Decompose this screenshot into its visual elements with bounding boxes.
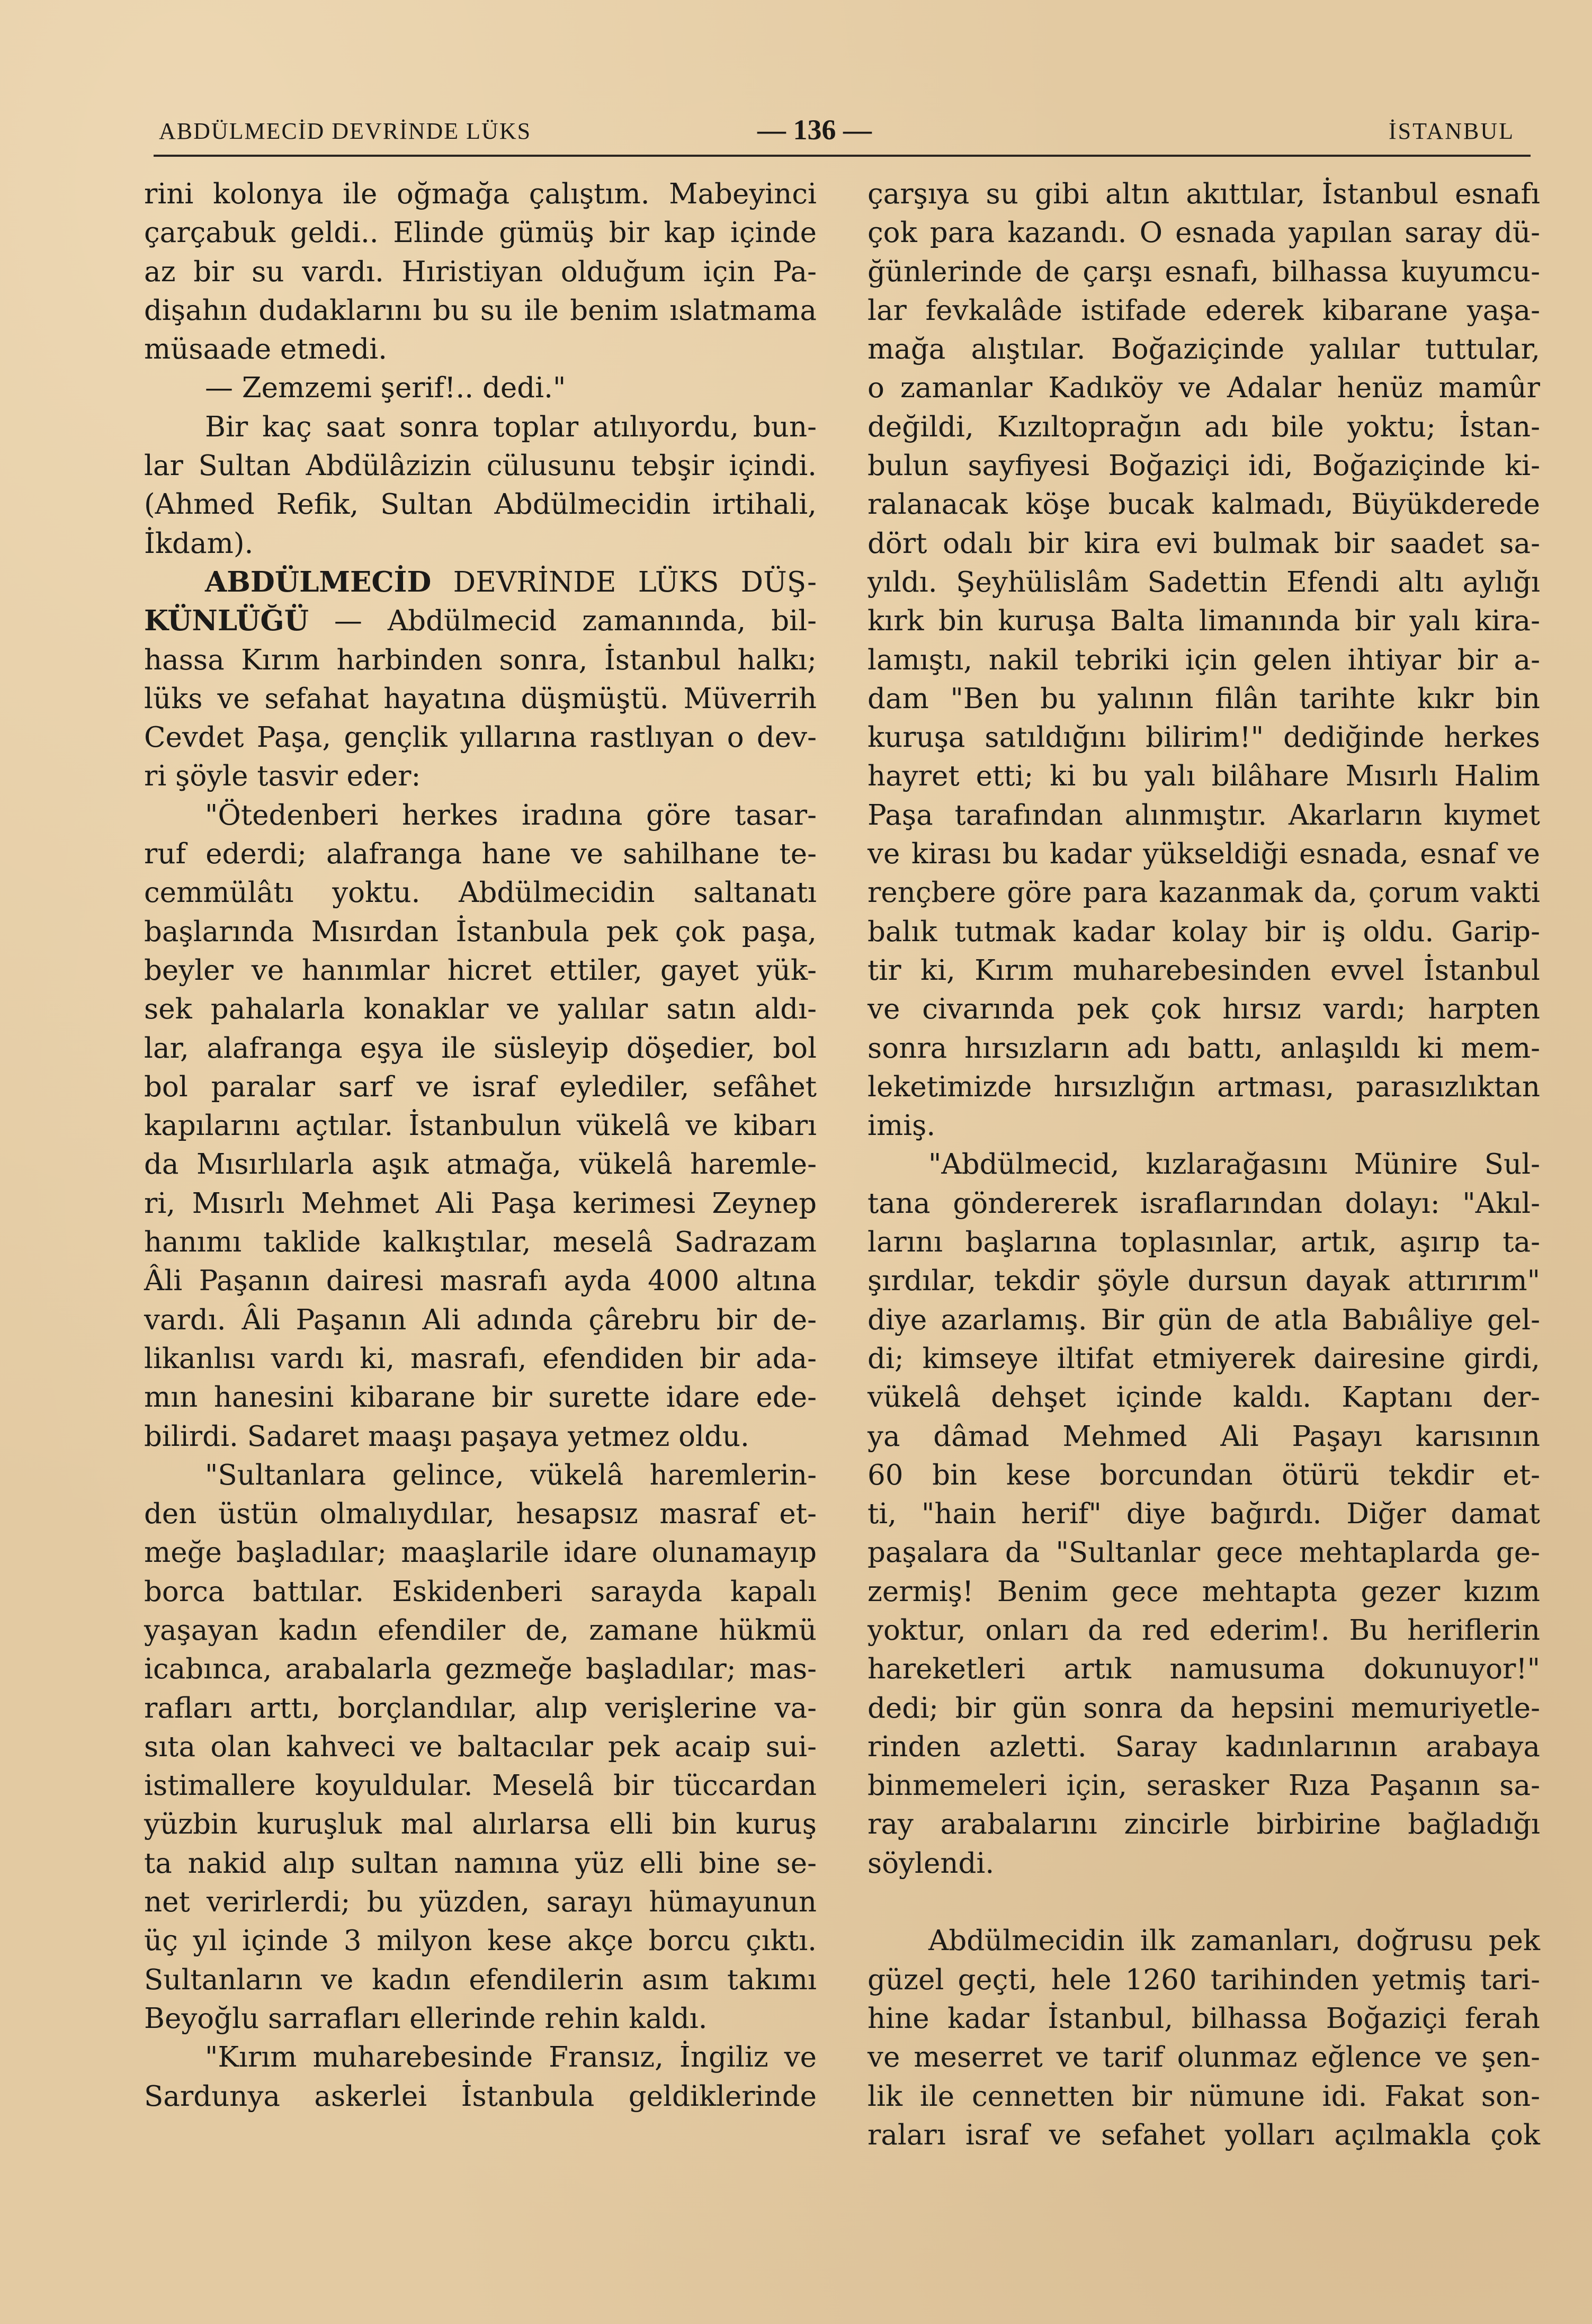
text-line	[867, 408, 1540, 446]
line-text: lar Sultan Abdülâzizin cülusunu tebşir içindi.	[144, 450, 817, 482]
line-text: o zamanlar Kadıköy ve Adalar henüz mamûr	[867, 372, 1540, 405]
text-line	[867, 2116, 1540, 2155]
line-text: — Zemzemi şerif!.. dedi."	[205, 372, 566, 405]
text-line	[867, 873, 1540, 912]
text-line	[867, 1029, 1540, 1068]
text-line	[144, 718, 817, 757]
text-line	[867, 1417, 1540, 1456]
line-text: tir ki, Kırım muharebesinden evvel İstanbul	[867, 954, 1540, 987]
line-text: güzel geçti, hele 1260 tarihinden yetmiş tari-	[867, 1963, 1540, 1996]
line-text: di; kimseye iltifat etmiyerek dairesine girdi,	[867, 1342, 1540, 1375]
text-line	[867, 913, 1540, 951]
text-line	[867, 1728, 1540, 1766]
line-text: lar, alafranga eşya ile süsleyip döşedier, bol	[144, 1032, 817, 1065]
text-line	[867, 524, 1540, 563]
text-line	[144, 1029, 817, 1068]
line-text: söylendi.	[867, 1847, 995, 1880]
line-text: zermiş! Benim gece mehtapta gezer kızım	[867, 1575, 1540, 1608]
line-text: yaşayan kadın efendiler de, zamane hükmü	[144, 1614, 817, 1647]
line-text: kapılarını açtılar. İstanbulun vükelâ ve kibarı	[144, 1110, 817, 1142]
text-line	[144, 1417, 817, 1456]
text-line	[144, 485, 817, 524]
line-text: dört odalı bir kira evi bulmak bir saadet sa-	[867, 527, 1540, 560]
line-text: müsaade etmedi.	[144, 333, 387, 366]
line-text: meğe başladılar; maaşlarile idare olunamayıp	[144, 1536, 817, 1569]
line-text: borca battılar. Eskidenberi sarayda kapalı	[144, 1575, 817, 1608]
text-line	[867, 951, 1540, 990]
line-text: Sultanların ve kadın efendilerin asım takımı	[144, 1963, 817, 1996]
line-text: net verirlerdi; bu yüzden, sarayı hümayunun	[144, 1886, 817, 1919]
line-text: Sardunya askerlei İstanbula geldiklerinde	[144, 2080, 817, 2113]
line-text: icabınca, arabalarla gezmeğe başladılar; mas-	[144, 1653, 817, 1686]
line-text: lar fevkalâde istifade ederek kibarane yaşa-	[867, 294, 1540, 327]
text-line	[144, 253, 817, 291]
text-line	[144, 175, 817, 213]
line-text: İkdam).	[144, 527, 254, 560]
text-line	[144, 680, 817, 718]
line-text: lüks ve sefahat hayatına düşmüştü. Müverrih	[144, 682, 817, 715]
line-text: Âli Paşanın dairesi masrafı ayda 4000 altına	[144, 1265, 817, 1298]
line-text: vardı. Âli Paşanın Ali adında çârebru bir de-	[144, 1303, 817, 1336]
text-line	[144, 1184, 817, 1223]
text-line	[144, 1223, 817, 1262]
text-line	[144, 913, 817, 951]
line-text: lamıştı, nakil tebriki için gelen ihtiyar bir a-	[867, 643, 1540, 676]
text-line	[144, 446, 817, 485]
line-text: beyler ve hanımlar hicret ettiler, gayet yük-	[144, 954, 817, 987]
text-line	[144, 1728, 817, 1766]
line-text: "Abdülmecid, kızlarağasını Münire Sul-	[928, 1148, 1540, 1181]
text-line	[144, 291, 817, 330]
text-line	[867, 1883, 1540, 1921]
text-line	[867, 757, 1540, 795]
text-line	[867, 718, 1540, 757]
line-text: ri şöyle tasvir eder:	[144, 760, 421, 793]
line-text: yoktur, onları da red ederim!. Bu heriflerin	[867, 1614, 1540, 1647]
text-line	[867, 680, 1540, 718]
text-line	[867, 796, 1540, 835]
text-line	[867, 1766, 1540, 1805]
line-text: değildi, Kızıltoprağın adı bile yoktu; İstan-	[867, 410, 1540, 443]
text-line	[867, 990, 1540, 1029]
line-text: rini kolonya ile oğmağa çalıştım. Mabeyinci	[144, 178, 817, 210]
header-rule	[154, 155, 1531, 157]
text-line	[867, 1068, 1540, 1106]
text-line	[144, 1805, 817, 1844]
line-text: bulun sayfiyesi Boğaziçi idi, Boğaziçinde ki-	[867, 450, 1540, 482]
line-text: Cevdet Paşa, gençlik yıllarına rastlıyan o dev-	[144, 721, 817, 754]
line-text: cemmülâtı yoktu. Abdülmecidin saltanatı	[144, 877, 817, 909]
line-text: "Sultanlara gelince, vükelâ haremlerin-	[205, 1459, 817, 1491]
text-line	[867, 330, 1540, 369]
text-line	[144, 873, 817, 912]
line-text: "Kırım muharebesinde Fransız, İngiliz ve	[205, 2041, 817, 2074]
text-line	[867, 1999, 1540, 2038]
text-line	[867, 485, 1540, 524]
text-line	[144, 1921, 817, 1960]
text-line	[144, 1844, 817, 1883]
text-line	[867, 213, 1540, 252]
text-line	[144, 1883, 817, 1921]
text-line	[144, 213, 817, 252]
text-line	[144, 1650, 817, 1688]
line-text: ve kirası bu kadar yükseldiği esnada, esnaf ve	[867, 838, 1540, 871]
line-text: ve civarında pek çok hırsız vardı; harpten	[867, 993, 1540, 1026]
line-text: mağa alıştılar. Boğaziçinde yalılar tuttular,	[867, 333, 1540, 366]
line-text: hine kadar İstanbul, bilhassa Boğaziçi ferah	[867, 2002, 1540, 2035]
text-line	[144, 1301, 817, 1339]
line-text: ti, "hain herif" diye bağırdı. Diğer damat	[867, 1498, 1540, 1531]
line-text: dedi; bir gün sonra da hepsini memuriyetle-	[867, 1692, 1540, 1724]
text-line	[144, 563, 817, 602]
line-text: imiş.	[867, 1110, 936, 1142]
text-line	[144, 1572, 817, 1611]
text-line	[144, 1766, 817, 1805]
line-text: ya dâmad Mehmed Ali Paşayı karısının	[867, 1420, 1540, 1453]
line-text: balık tutmak kadar kolay bir iş oldu. Garip-	[867, 915, 1540, 948]
text-line	[867, 1611, 1540, 1650]
line-text: hassa Kırım harbinden sonra, İstanbul halkı;	[144, 643, 817, 676]
running-header	[159, 114, 1515, 149]
line-text: tana göndererek israflarından dolayı: "Akıl-	[867, 1187, 1540, 1220]
line-text: (Ahmed Refik, Sultan Abdülmecidin irtihali,	[144, 488, 817, 521]
line-text: rafları arttı, borçlandılar, alıp verişlerine va-	[144, 1692, 817, 1724]
line-text: istimallere koyuldular. Meselâ bir tüccardan	[144, 1769, 817, 1802]
text-line	[144, 796, 817, 835]
text-line	[867, 835, 1540, 873]
text-line	[867, 1650, 1540, 1688]
line-text: sek pahalarla konaklar ve yalılar satın aldı-	[144, 993, 817, 1026]
text-line	[144, 1378, 817, 1417]
header-title: ABDÜLMECİD DEVRİNDE LÜKS	[159, 118, 532, 144]
line-text: hanımı taklide kalkıştılar, meselâ Sadrazam	[144, 1226, 817, 1259]
line-text: yüzbin kuruşluk mal alırlarsa elli bin kuruş	[144, 1808, 817, 1841]
text-line	[867, 563, 1540, 602]
line-text: raları israf ve sefahet yolları açılmakla çok	[867, 2119, 1540, 2151]
text-line	[867, 1495, 1540, 1533]
text-line	[144, 2038, 817, 2077]
line-text: hareketleri artık namusuma dokunuyor!"	[867, 1653, 1540, 1686]
line-text: ta nakid alıp sultan namına yüz elli bine se-	[144, 1847, 817, 1880]
line-text: lik ile cennetten bir nümune idi. Fakat son-	[867, 2080, 1540, 2113]
line-text: sonra hırsızların adı battı, anlaşıldı ki mem-	[867, 1032, 1540, 1065]
text-line	[144, 408, 817, 446]
line-text: rençbere göre para kazanmak da, çorum vakti	[867, 877, 1540, 909]
line-text: ve meserret ve tarif olunmaz eğlence ve şen-	[867, 2041, 1540, 2074]
line-text: paşalara da "Sultanlar gece mehtaplarda ge-	[867, 1536, 1540, 1569]
line-text: larını başlarına toplasınlar, artık, aşırıp ta-	[867, 1226, 1540, 1259]
text-line	[867, 1223, 1540, 1262]
text-line	[867, 1456, 1540, 1495]
text-line	[144, 2077, 817, 2116]
text-line	[144, 990, 817, 1029]
line-text: ri, Mısırlı Mehmet Ali Paşa kerimesi Zeynep	[144, 1187, 817, 1220]
text-line	[144, 757, 817, 795]
line-text: kuruşa satıldığını bilirim!" dediğinde herkes	[867, 721, 1540, 754]
line-text: Beyoğlu sarrafları ellerinde rehin kaldı.	[144, 2002, 708, 2035]
text-line	[144, 1339, 817, 1378]
text-line	[867, 1262, 1540, 1300]
line-text: mın hanesini kibarane bir surette idare ede-	[144, 1381, 817, 1414]
text-line	[867, 1921, 1540, 1960]
line-text: DEVRİNDE LÜKS DÜŞ-	[453, 566, 817, 598]
text-line	[144, 1145, 817, 1184]
line-text: bilirdi. Sadaret maaşı paşaya yetmez oldu.	[144, 1420, 749, 1453]
line-text: kırk bin kuruşa Balta limanında bir yalı kira-	[867, 605, 1540, 638]
line-text: dam "Ben bu yalının filân tarihte kıkr bin	[867, 682, 1540, 715]
right-column	[867, 175, 1540, 2155]
line-text: 60 bin kese borcundan ötürü tekdir et-	[867, 1459, 1540, 1491]
line-text: ğünlerinde de çarşı esnafı, bilhassa kuyumcu-	[867, 255, 1540, 288]
text-line	[144, 835, 817, 873]
line-text: çarşıya su gibi altın akıttılar, İstanbul esnafı	[867, 178, 1540, 210]
text-line	[867, 1572, 1540, 1611]
line-text: binmemeleri için, serasker Rıza Paşanın sa-	[867, 1769, 1540, 1802]
line-text: diye azarlamış. Bir gün de atla Babıâliye gel-	[867, 1303, 1540, 1336]
text-line	[144, 524, 817, 563]
line-text: Bir kaç saat sonra toplar atılıyordu, bun-	[205, 410, 817, 443]
header-section: İSTANBUL	[1388, 118, 1515, 144]
text-line	[867, 253, 1540, 291]
section-heading: KÜNLÜĞÜ	[144, 604, 309, 638]
line-text: ray arabalarını zincirle birbirine bağladığı	[867, 1808, 1540, 1841]
text-line	[867, 1378, 1540, 1417]
text-line	[867, 641, 1540, 680]
line-text: ruf ederdi; alafranga hane ve sahilhane te-	[144, 838, 817, 871]
text-line	[144, 330, 817, 369]
line-text: az bir su vardı. Hıristiyan olduğum için Pa-	[144, 255, 817, 288]
line-text: sıta olan kahveci ve baltacılar pek acaip sui-	[144, 1730, 817, 1763]
text-line	[867, 446, 1540, 485]
line-text: üç yıl içinde 3 milyon kese akçe borcu çıktı.	[144, 1925, 817, 1957]
text-line	[867, 1339, 1540, 1378]
text-line	[867, 1106, 1540, 1145]
line-text: — Abdülmecid zamanında, bil-	[334, 605, 817, 638]
line-text: bol paralar sarf ve israf eylediler, sefâhet	[144, 1070, 817, 1103]
line-text: dişahın dudaklarını bu su ile benim ıslatmama	[144, 294, 817, 327]
line-text: "Ötedenberi herkes iradına göre tasar-	[205, 799, 817, 832]
line-text: şırdılar, tekdir şöyle dursun dayak attırırım"	[867, 1265, 1540, 1298]
text-line	[144, 1533, 817, 1572]
line-text: çarçabuk geldi.. Elinde gümüş bir kap içinde	[144, 217, 817, 249]
line-text: ralanacak köşe bucak kalmadı, Büyükderede	[867, 488, 1540, 521]
text-line	[867, 291, 1540, 330]
text-line	[867, 1844, 1540, 1883]
text-line	[144, 1961, 817, 1999]
page-number: — 136 —	[757, 114, 872, 146]
text-line	[867, 1533, 1540, 1572]
line-text: Abdülmecidin ilk zamanları, doğrusu pek	[928, 1925, 1540, 1957]
line-text: Paşa tarafından alınmıştır. Akarların kıymet	[867, 799, 1540, 832]
text-line	[867, 1961, 1540, 1999]
line-text: likanlısı vardı ki, masrafı, efendiden bir ada-	[144, 1342, 817, 1375]
text-line	[867, 175, 1540, 213]
left-column	[144, 175, 817, 2116]
text-line	[144, 602, 817, 640]
line-text: vükelâ dehşet içinde kaldı. Kaptanı der-	[867, 1381, 1540, 1414]
line-text: hayret etti; ki bu yalı bilâhare Mısırlı Halim	[867, 760, 1540, 793]
text-line	[144, 1999, 817, 2038]
text-line	[867, 1184, 1540, 1223]
text-line	[867, 369, 1540, 407]
text-line	[144, 1068, 817, 1106]
text-line	[144, 1456, 817, 1495]
text-line	[144, 951, 817, 990]
section-heading: ABDÜLMECİD	[205, 565, 432, 598]
line-text: çok para kazandı. O esnada yapılan saray dü-	[867, 217, 1540, 249]
text-line	[867, 2077, 1540, 2116]
text-line	[144, 1106, 817, 1145]
text-line	[144, 1689, 817, 1728]
text-line	[144, 1495, 817, 1533]
line-text: leketimizde hırsızlığın artması, parasızlıktan	[867, 1070, 1540, 1103]
text-line	[867, 2038, 1540, 2077]
text-line	[144, 1611, 817, 1650]
text-line	[867, 602, 1540, 640]
text-line	[144, 1262, 817, 1300]
text-line	[867, 1689, 1540, 1728]
line-text: başlarında Mısırdan İstanbula pek çok paşa,	[144, 915, 817, 948]
line-text: den üstün olmalıydılar, hesapsız masraf et-	[144, 1498, 817, 1531]
text-line	[144, 641, 817, 680]
line-text: da Mısırlılarla aşık atmağa, vükelâ haremle-	[144, 1148, 817, 1181]
text-line	[867, 1145, 1540, 1184]
text-line	[867, 1301, 1540, 1339]
line-text: rinden azletti. Saray kadınlarının arabaya	[867, 1730, 1540, 1763]
text-line	[144, 369, 817, 407]
text-line	[867, 1805, 1540, 1844]
line-text: yıldı. Şeyhülislâm Sadettin Efendi altı aylığı	[867, 566, 1540, 598]
